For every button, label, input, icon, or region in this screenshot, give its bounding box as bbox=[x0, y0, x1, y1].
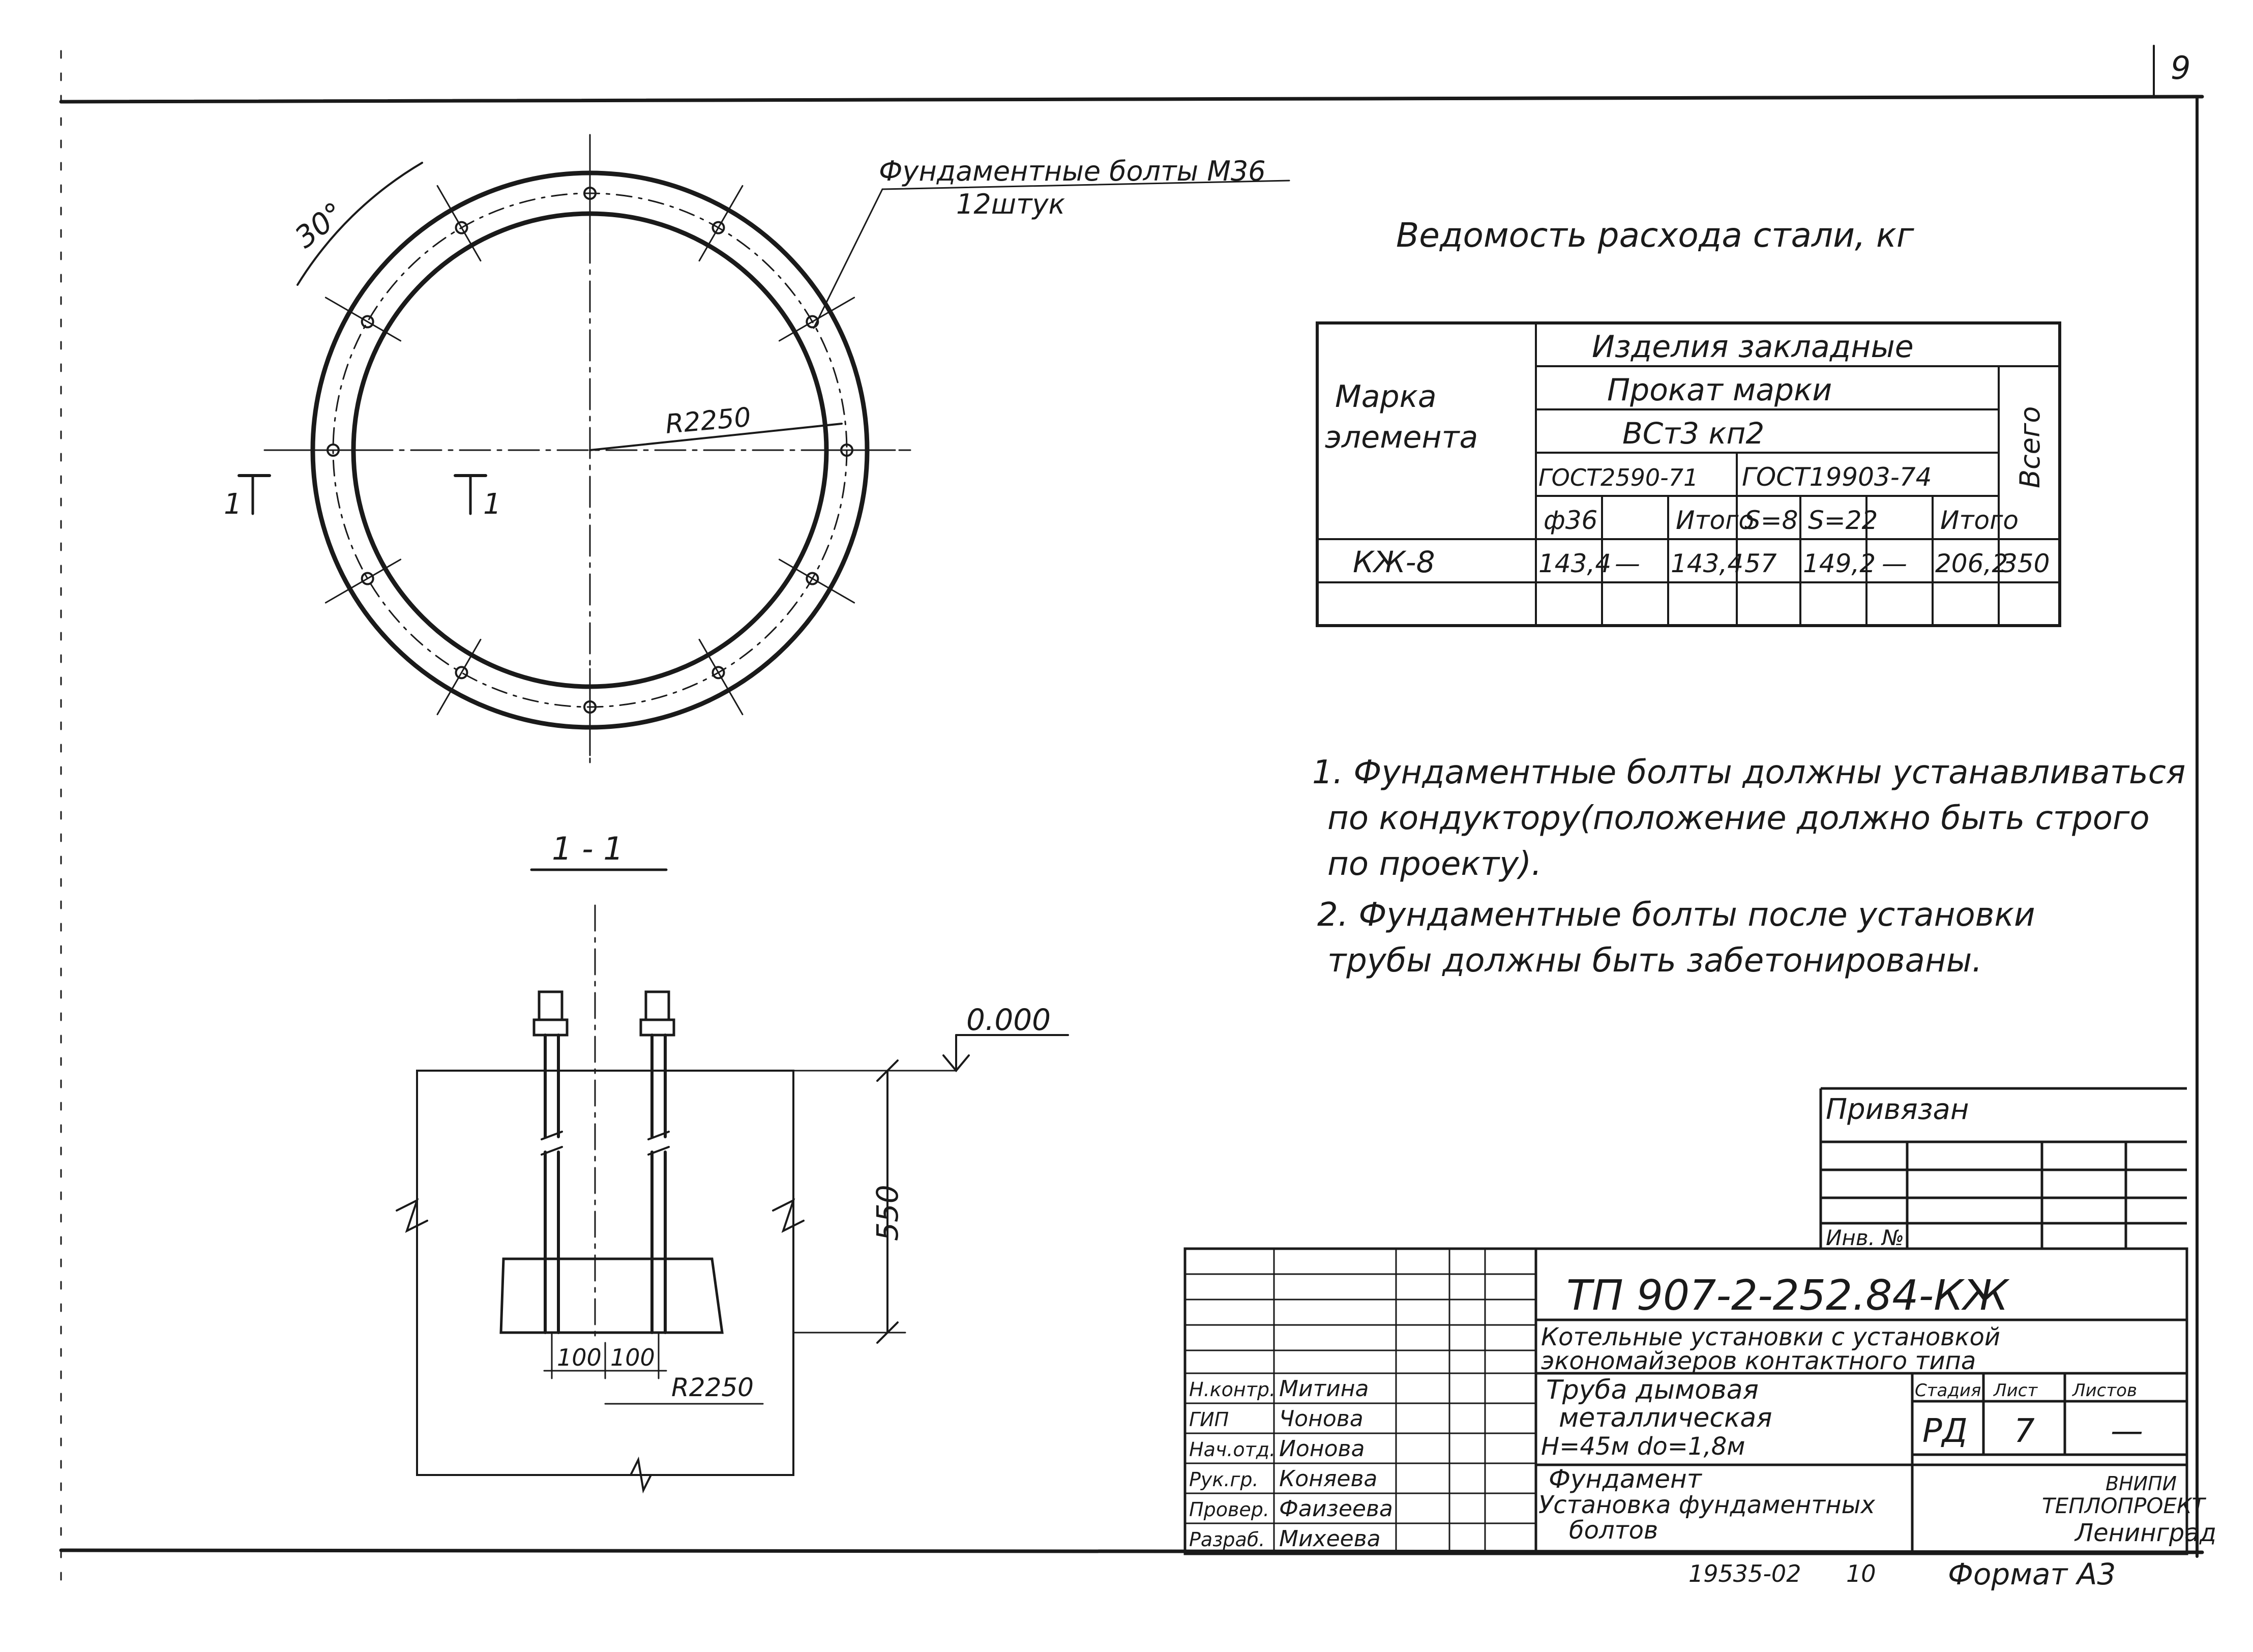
rolled-header: Прокат марки bbox=[1607, 372, 1832, 408]
sheet-header: Лист bbox=[1994, 1380, 2038, 1401]
steel-subheader: Итого bbox=[1676, 506, 1754, 535]
sheets-total-value: — bbox=[2111, 1412, 2143, 1450]
dim-b-label: 100 bbox=[610, 1344, 655, 1371]
mark-header-2: элемента bbox=[1325, 420, 1478, 455]
org-line-1: ВНИПИ bbox=[2106, 1472, 2177, 1495]
row-value-cell: 143,4 bbox=[1671, 549, 1744, 578]
note-1-line-1: 1. Фундаментные болты должны устанавливаться bbox=[1312, 754, 2186, 791]
angle-label: 30° bbox=[288, 195, 351, 255]
depth-label: 550 bbox=[870, 1185, 905, 1241]
mark-header-1: Марка bbox=[1335, 379, 1437, 415]
row-value-cell: — bbox=[1882, 549, 1907, 578]
foundation-outline bbox=[417, 1071, 793, 1208]
bolts-count: 12штук bbox=[956, 188, 1065, 220]
note-2-line-1: 2. Фундаментные болты после установки bbox=[1317, 896, 2035, 934]
section-bolt-left bbox=[534, 992, 567, 1333]
row-value-cell: 350 bbox=[2001, 549, 2050, 578]
steel-table bbox=[1317, 216, 2060, 626]
section-mark-right: 1 bbox=[483, 488, 501, 521]
anchor-plate bbox=[501, 1259, 722, 1333]
sheet-line-2: Установка фундаментных bbox=[1538, 1491, 1875, 1519]
section-radius-label: R2250 bbox=[671, 1373, 754, 1402]
stage-value: РД bbox=[1922, 1412, 1968, 1450]
org-line-3: Ленинград bbox=[2075, 1519, 2216, 1547]
steel-subheader: ф36 bbox=[1544, 506, 1598, 535]
sheet-line-1: Фундамент bbox=[1549, 1464, 1702, 1494]
steel-grade: ВСт3 кп2 bbox=[1622, 416, 1765, 451]
title-block bbox=[1185, 1249, 2216, 1554]
level-label: 0.000 bbox=[966, 1002, 1051, 1037]
signature-name: Коняева bbox=[1279, 1466, 1378, 1492]
dim-a-label: 100 bbox=[557, 1344, 602, 1371]
archive-number: 19535-02 bbox=[1688, 1560, 1801, 1587]
section-title: 1 - 1 bbox=[552, 830, 624, 867]
notes bbox=[1312, 754, 2185, 980]
row-value-cell: 143,4 bbox=[1538, 549, 1612, 578]
signature-role: Нач.отд. bbox=[1189, 1438, 1276, 1461]
section-mark-left: 1 bbox=[224, 488, 242, 521]
section-bolt-right bbox=[641, 992, 674, 1333]
signature-role: Разраб. bbox=[1189, 1528, 1265, 1551]
standard-1: ГОСТ2590-71 bbox=[1538, 464, 1699, 491]
signature-name: Чонова bbox=[1279, 1406, 1363, 1432]
stage-header: Стадия bbox=[1915, 1380, 1981, 1401]
object-line-2: металлическая bbox=[1559, 1403, 1772, 1433]
signature-name: Ионова bbox=[1279, 1436, 1365, 1462]
object-line-3: Н=45м do=1,8м bbox=[1541, 1432, 1745, 1461]
steel-table-subheaders bbox=[1544, 506, 2019, 535]
signature-name: Митина bbox=[1279, 1376, 1369, 1402]
steel-table-row bbox=[1353, 545, 2050, 579]
signature-role: Н.контр. bbox=[1189, 1378, 1276, 1401]
sheets-header: Листов bbox=[2072, 1380, 2138, 1401]
note-1-line-3: по проекту). bbox=[1327, 845, 1542, 883]
object-line-1: Труба дымовая bbox=[1546, 1375, 1759, 1405]
bolts-label: Фундаментные болты М36 bbox=[879, 155, 1266, 187]
steel-subheader: S=22 bbox=[1808, 506, 1878, 535]
standard-2: ГОСТ19903-74 bbox=[1742, 462, 1932, 492]
bolts-leader bbox=[814, 189, 882, 328]
page-number: 9 bbox=[2171, 49, 2191, 86]
note-1-line-2: по кондуктору(положение должно быть строго bbox=[1327, 800, 2150, 837]
group-header: Изделия закладные bbox=[1592, 329, 1914, 365]
break-left bbox=[397, 1200, 427, 1231]
format-label: Формат А3 bbox=[1948, 1557, 2116, 1591]
org-line-2: ТЕПЛОПРОЕКТ bbox=[2042, 1493, 2205, 1518]
steel-table-title: Ведомость расхода стали, кг bbox=[1396, 216, 1914, 255]
signature-name: Михеева bbox=[1279, 1526, 1381, 1552]
row-value-cell: 57 bbox=[1744, 549, 1777, 578]
sheet-line-3: болтов bbox=[1569, 1516, 1658, 1545]
binding-block bbox=[1821, 1088, 2187, 1250]
signature-name: Фаизеева bbox=[1279, 1496, 1393, 1522]
signature-role: Рук.гр. bbox=[1189, 1468, 1259, 1491]
section-view bbox=[397, 830, 1068, 1490]
total-header: Всего bbox=[2014, 406, 2046, 488]
signature-role: Провер. bbox=[1189, 1498, 1269, 1521]
note-2-line-2: трубы должны быть забетонированы. bbox=[1327, 942, 1982, 980]
signature-role: ГИП bbox=[1189, 1408, 1229, 1431]
row-mark-cell: КЖ-8 bbox=[1353, 545, 1435, 579]
sheet-no-value: 7 bbox=[2014, 1412, 2035, 1450]
row-value-cell: 206,2 bbox=[1935, 549, 2008, 578]
break-right bbox=[773, 1200, 804, 1231]
plan-view bbox=[224, 135, 1289, 763]
project-line-2: экономайзеров контактного типа bbox=[1541, 1347, 1976, 1375]
binding-label: Привязан bbox=[1826, 1093, 1969, 1126]
row-value-cell: — bbox=[1615, 549, 1640, 578]
project-line-1: Котельные установки с установкой bbox=[1541, 1323, 2001, 1351]
row-value-cell: 149,2 bbox=[1803, 549, 1876, 578]
steel-subheader: S=8 bbox=[1744, 506, 1798, 535]
plan-radius-label: R2250 bbox=[664, 402, 752, 440]
steel-subheader: Итого bbox=[1940, 506, 2019, 535]
archive-sheet: 10 bbox=[1846, 1560, 1876, 1587]
inventory-label: Инв. № bbox=[1826, 1225, 1905, 1250]
drawing-code: ТП 907-2-252.84-КЖ bbox=[1566, 1272, 2008, 1320]
